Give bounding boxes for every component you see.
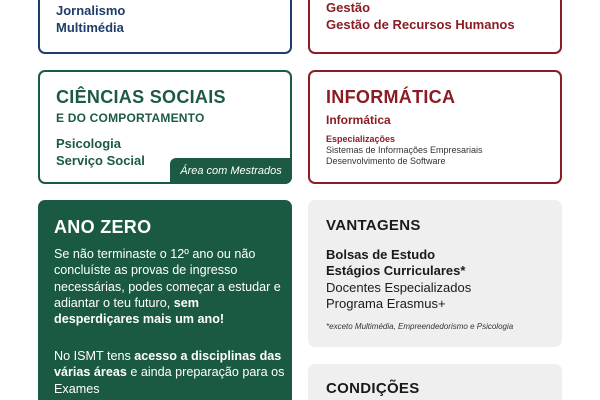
- course-item: Informática: [326, 113, 391, 127]
- advantage-item: Estágios Curriculares*: [326, 263, 466, 279]
- course-item: Gestão de Recursos Humanos: [326, 17, 515, 32]
- card-title: INFORMÁTICA: [326, 87, 456, 107]
- course-card-informatics: [308, 70, 562, 184]
- paragraph-text: No ISMT tens: [54, 349, 135, 363]
- card-title: CONDIÇÕES: [326, 380, 420, 397]
- advantages-card: [308, 200, 562, 347]
- course-card-communication: [38, 0, 292, 54]
- ano-zero-paragraph-2: [54, 348, 286, 397]
- paragraph-text: e ainda preparação para os Exames: [54, 365, 285, 396]
- course-item: Multimédia: [56, 20, 124, 35]
- conditions-card: [308, 364, 562, 400]
- course-item: Psicologia: [56, 136, 122, 151]
- card-title: ANO ZERO: [54, 217, 152, 237]
- advantage-item: Programa Erasmus+: [326, 296, 446, 312]
- specialization-item: Desenvolvimento de Software: [326, 156, 446, 166]
- advantage-item: Docentes Especializados: [326, 279, 472, 295]
- paragraph-highlight: sem desperdiçares mais um ano!: [54, 295, 225, 327]
- paragraph-highlight: acesso a disciplinas das várias áreas: [54, 349, 282, 380]
- course-card-social-sciences: [38, 70, 292, 184]
- card-subtitle: E DO COMPORTAMENTO: [56, 111, 205, 125]
- course-item: Jornalismo: [56, 3, 126, 18]
- specialization-item: Sistemas de Informações Empresariais: [326, 145, 483, 155]
- specializations-list: [326, 145, 483, 167]
- ano-zero-card: [38, 200, 292, 400]
- ano-zero-paragraph-1: [54, 246, 286, 327]
- card-title: CIÊNCIAS SOCIAIS: [56, 87, 226, 107]
- course-item: Serviço Social: [56, 153, 145, 168]
- advantages-list: [326, 247, 471, 313]
- paragraph-text: Se não terminaste o 12º ano ou não concluíste as provas de ingresso necessárias, podes começar a estudar e adiantar o teu futuro,: [54, 247, 281, 310]
- card-title: VANTAGENS: [326, 217, 421, 234]
- footnote: *exceto Multimédia, Empreendedorismo e Psicologia: [326, 322, 514, 331]
- course-list: [56, 2, 125, 36]
- specializations-label: Especializações: [326, 134, 396, 144]
- course-card-management: [308, 0, 562, 54]
- masters-badge: Área com Mestrados: [170, 158, 292, 184]
- course-list: [326, 0, 515, 33]
- advantage-item: Bolsas de Estudo: [326, 247, 436, 262]
- course-list: [56, 135, 145, 169]
- course-item: Gestão: [326, 0, 371, 15]
